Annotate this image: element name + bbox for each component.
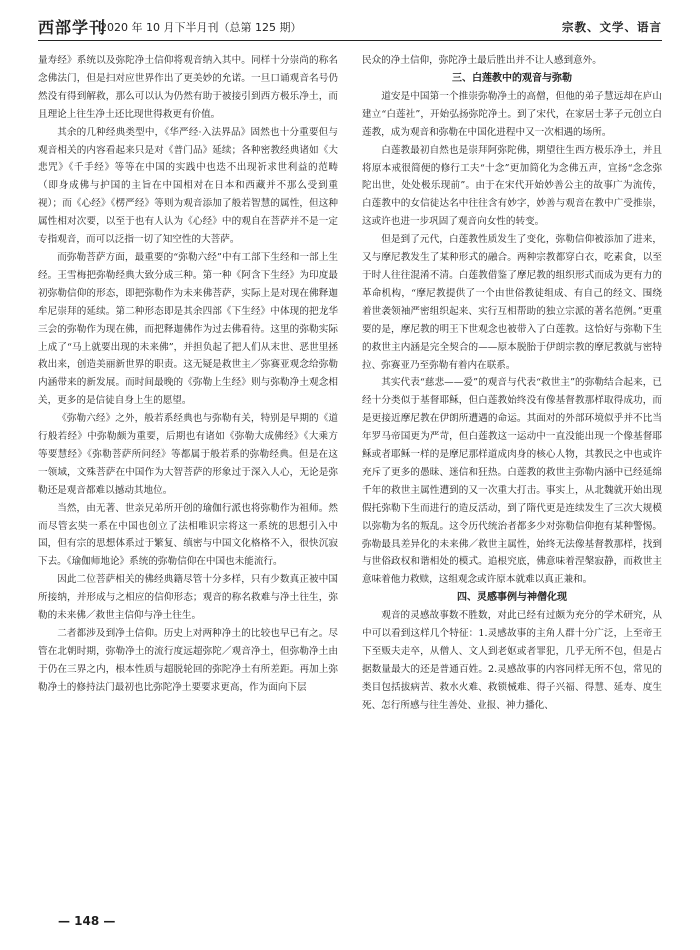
paragraph: 二者都涉及到净土信仰。历史上对两种净土的比较也早已有之。尽管在北朝时期，弥勒净土的流行度远超弥陀／观音净土，但弥勒净土由于仍在三界之内，根本性质与超脱轮回的弥陀净土有所差距。再加上弥勒净土的修持法门最初也比弥陀净土要要求更高，作为面向下层	[38, 628, 338, 693]
page-number: — 148 —	[58, 914, 116, 928]
paragraph: 因此二位菩萨相关的佛经典籍尽管十分多样，只有少数真正被中国所接纳，并形成与之相应的信仰形态；观音的称名救难与净土往生，弥勒的未来佛／救世主信仰与净土往生。	[38, 574, 338, 622]
page-header	[38, 10, 662, 41]
paragraph: 但是到了元代，白莲教性质发生了变化，弥勒信仰被添加了进来，又与摩尼教发生了某种形式的融合。两种宗教都穿白衣，吃素食，以至于时人往往混淆不清。白莲教借鉴了摩尼教的组织形式而成为更有力的革命机构，“摩尼教提供了一个由世俗教徒组成、有自己的经文、围绕着世袭领袖严密组织起来、实行互相帮助的独立宗派的著名范例。”更重要的是，摩尼教的明王下世观念也被带入了白莲教。这恰好与弥勒下生的救世主内涵是完全契合的——原本脱胎于伊朗宗教的摩尼教就与密特拉、弥赛亚乃至弥勒有着内在联系。	[362, 234, 662, 371]
issue-info: 2020 年 10 月下半月刊（总第 125 期）	[100, 21, 302, 34]
paragraph: 道安是中国第一个推崇弥勒净土的高僧，但他的弟子慧远却在庐山建立“白莲社”，开始弘扬弥陀净土。到了宋代，在家居士茅子元创立白莲教，成为观音和弥勒在中国化进程中又一次相遇的场所。	[362, 90, 662, 138]
paragraph: 白莲教最初自然也是崇拜阿弥陀佛，期望往生西方极乐净土，并且将原本戒很简便的修行工夫“十念”更加简化为念佛五声，宣扬“念念弥陀出世，处处极乐现前”。由于在宋代开始妙善公主的故事广为流传，白莲教中的女信徒达名中往往含有妙字，妙善与观音在教中广受推崇，这或许也进一步巩固了观音向女性的转变。	[362, 144, 662, 228]
paragraph: 而弥勒菩萨方面，最重要的“弥勒六经”中有工部下生经和一部上生经。王雪梅把弥勒经典大致分成三种。第一种《阿含下生经》为印度最初弥勒信仰的形态，即把弥勒作为未来佛菩萨，实际上是对现在佛释迦牟尼崇拜的延续。第二种形态即是其余四部《下生经》中体现的把龙华三会的弥勒作为现在佛，而把释迦佛作为过去佛看待。这里的弥勒实际上成了“马上就要出现的未来佛”，并担负起了把人们从末世、恶世里拯救出来，创造美丽新世界的职责。这无疑是救世主／弥赛亚观念给弥勒内涵带来的新发展。而时间最晚的《弥勒上生经》则与弥勒净土观念相关，更多的是信徒自身上生的愿望。	[38, 251, 338, 407]
paragraph-continued: 民众的净土信仰，弥陀净土最后胜出并不让人感到意外。	[362, 55, 602, 66]
paragraph: 其实代表“慈悲——爱”的观音与代表“救世主”的弥勒结合起来，已经十分类似于基督耶稣，但白莲教始终没有像基督教那样取得成功，而是更接近摩尼教在伊朗所遭遇的命运。其面对的外部环境似乎并不比当年罗马帝国更为严苛，但白莲教这一运动中一直没能出现一个像基督耶稣或者耶稣一样的是摩尼那样道成肉身的核心人物，其教民之中也或许充斥了更多的愚昧、迷信和狂热。白莲教的救世主弥勒内涵中已经延绵千年的救世主属性遭到的又一次重大打击。事实上，从北魏就开始出现假托弥勒下生而进行的造反活动，到了隋代更是连续发生了三次大规模以弥勒为名的叛乱。这令历代统治者都多少对弥勒信仰抱有某种警惕。弥勒最具差异化的未来佛／救世主属性，始终无法像基督教那样，找到与世俗政权和谐相处的模式。追根究底，佛意味着涅槃寂静，而救世主意味着他力救赎，这组观念或许原本就难以真正兼和。	[362, 377, 662, 586]
section-heading: 四、灵感事例与神僧化现	[457, 592, 567, 604]
journal-logo: 西部学刊	[38, 18, 107, 37]
left-column	[38, 52, 338, 697]
paragraph-continued: 量寿经》系统以及弥陀净土信仰将观音纳入其中。同样十分崇尚的称名念佛法门，但是扫对应世界作出了更美妙的允诺。一旦口诵观音名号仍然没有得到解救，那么可以认为仍然有助于被接引到西方极乐净土，而且理论上往生净土还比现世得救更有价值。	[38, 55, 338, 120]
paragraph: 当然，由无著、世亲兄弟所开创的瑜伽行派也将弥勒作为祖师。然而尽管玄奘一系在中国也创立了法相唯识宗将这一系统的思想引入中国，但有宗的思想体系过于繁复、缜密与中国文化格格不入，很快沉寂下去。《瑜伽师地论》系统的弥勒信仰在中国也未能流行。	[38, 502, 338, 568]
paragraph: 《弥勒六经》之外，般若系经典也与弥勒有关，特别是早期的《道行般若经》中弥勒颇为重要，后期也有诸如《弥勒大成佛经》《大乘方等要慧经》《弥勒菩萨所问经》等都属于般若系的弥勒经典。但是在这一领域，文殊菩萨在中国作为大智菩萨的形象过于深入人心，无论是弥勒还是观音都难以撼动其地位。	[38, 413, 338, 496]
section-heading: 三、白莲教中的观音与弥勒	[452, 72, 572, 84]
paragraph: 观音的灵感故事数不胜数，对此已经有过颇为充分的学术研究，从中可以看到这样几个特征：1.灵感故事的主角人群十分广泛，上至帝王下至贩夫走卒，从僧人、文人到老妪或者罪犯，几乎无所不包，但是占据数量最大的还是普通百姓。2.灵感故事的内容同样无所不包，常见的类目包括拔病苦、救水火难、救锁械难、得子兴福、得慧、延寿、度生死、怎行所感与往生善处、业报、神力播化、	[362, 610, 662, 711]
right-column	[362, 52, 662, 715]
paragraph: 其余的几种经典类型中，《华严经·入法界品》固然也十分重要但与观音相关的内容看起来只是对《普门品》延续；各种密教经典诸如《大悲咒》《千手经》等等在中国的实践中也迭不出现祈求世利益的范畴（即身成佛与护国的主旨在中国相对在日本和西藏并不那么受到重视）；而《心经》《楞严经》等则为观音添加了般若智慧的属性，但这种属性相对次要，以至于也有人认为《心经》中的观自在菩萨并不是一定专指观音，而可以泛指一切了知空性的大菩萨。	[38, 126, 338, 246]
section-title: 宗教、文学、语言	[562, 20, 662, 34]
